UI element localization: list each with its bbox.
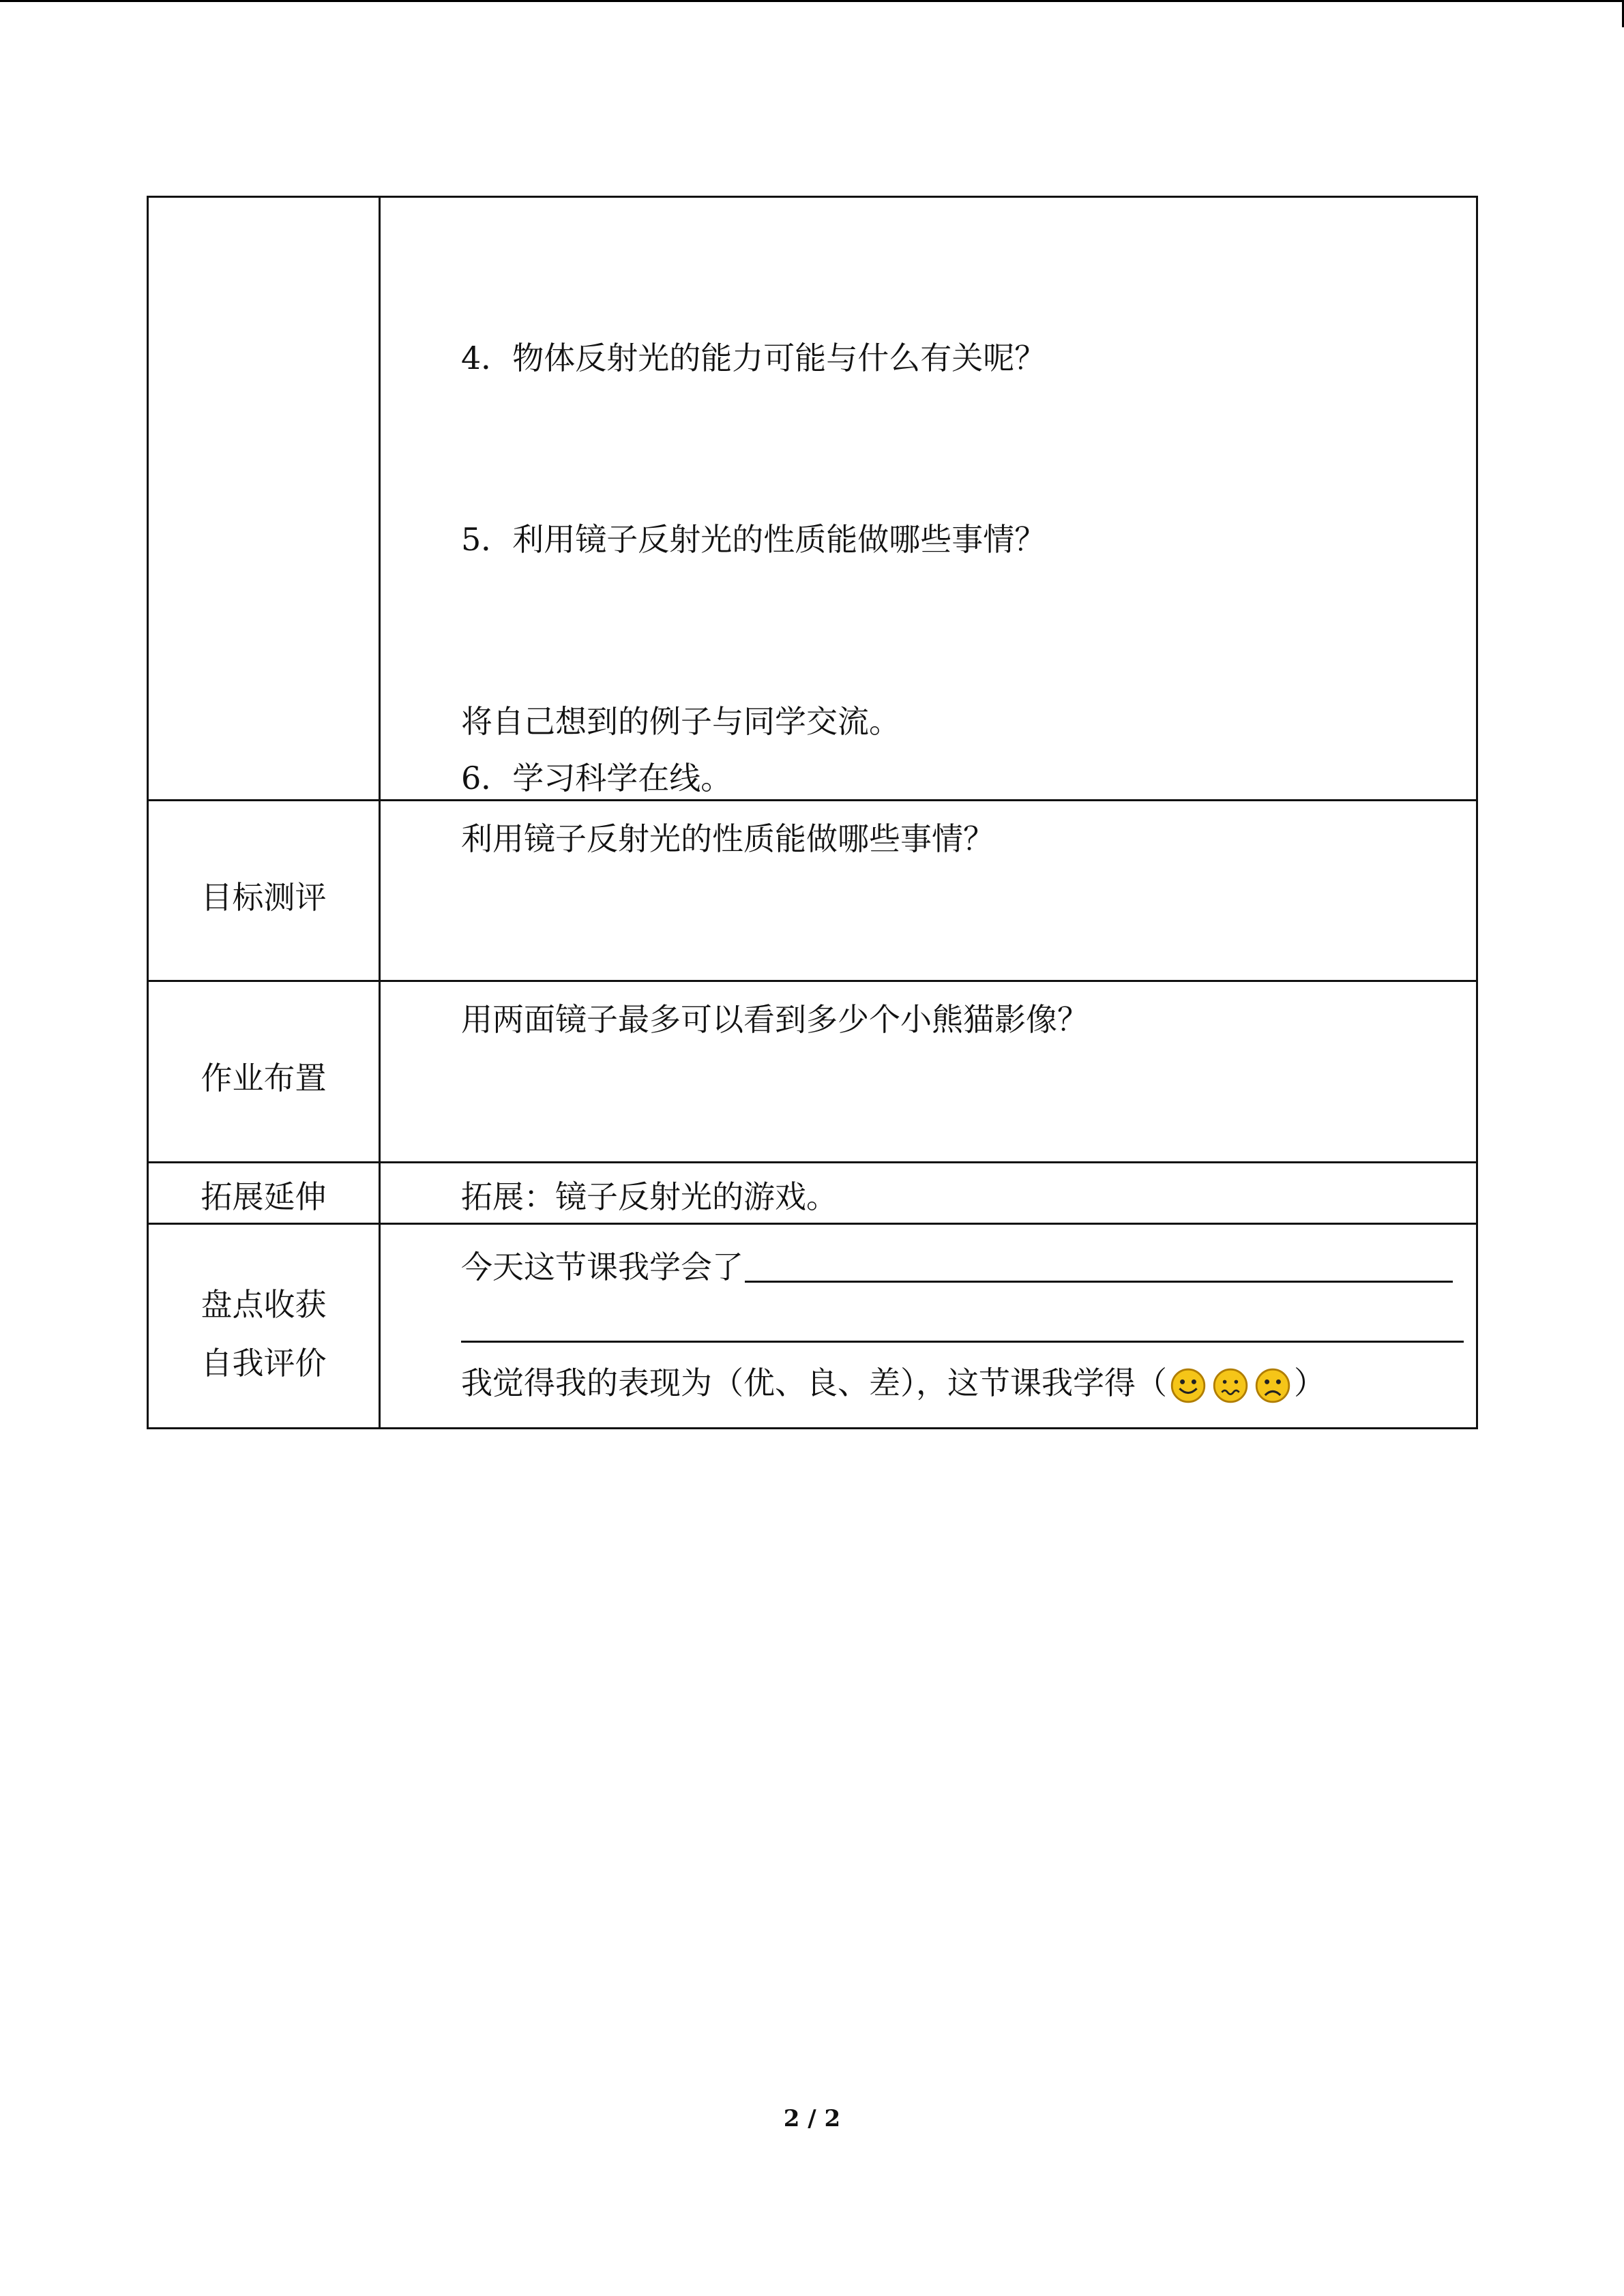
- row-label-cell: [148, 1224, 380, 1429]
- activity-content-cell: [380, 197, 1477, 801]
- learned-blank: [745, 1249, 1453, 1283]
- page-top-border: [0, 0, 1624, 2]
- share-instruction: 将自己想到的例子与同学交流。: [461, 703, 900, 740]
- sad-face-icon: [1254, 1367, 1292, 1405]
- row-label-cell: [148, 197, 380, 801]
- self-evaluation-cell: [380, 1224, 1477, 1429]
- lesson-plan-table: [147, 196, 1478, 1429]
- extension-cell: [380, 1163, 1477, 1224]
- table-row: [148, 1224, 1477, 1429]
- answer-blank-line: [461, 1341, 1464, 1343]
- performance-prefix: 我觉得我的表现为（优、良、差），这节课我学得（: [461, 1365, 1167, 1401]
- performance-line: [461, 1367, 1325, 1405]
- table-row: [148, 801, 1477, 981]
- row-label-cell: [148, 801, 380, 981]
- homework-cell: [380, 981, 1477, 1163]
- goal-assessment-cell: [380, 801, 1477, 981]
- extension-label: 拓展延伸: [201, 1178, 327, 1215]
- table-row: [148, 197, 1477, 801]
- goal-assessment-label: 目标测评: [201, 879, 327, 916]
- happy-face-icon: [1169, 1367, 1207, 1405]
- homework-label: 作业布置: [201, 1060, 327, 1097]
- worried-face-icon: [1211, 1367, 1250, 1405]
- table-row: [148, 981, 1477, 1163]
- summary-label: 盘点收获: [201, 1286, 327, 1323]
- learned-line: [461, 1249, 1453, 1283]
- question-5: 5．利用镜子反射光的性质能做哪些事情？: [461, 521, 1046, 558]
- row-label-cell: [148, 981, 380, 1163]
- page-number: 2 / 2: [783, 2105, 841, 2132]
- question-4: 4．物体反射光的能力可能与什么有关呢？: [461, 340, 1046, 376]
- learned-prefix: 今天这节课我学会了: [461, 1249, 743, 1285]
- extension-text: 拓展：镜子反射光的游戏。: [461, 1178, 838, 1215]
- table-row: [148, 1163, 1477, 1224]
- self-evaluation-label: 自我评价: [201, 1345, 327, 1382]
- homework-text: 用两面镜子最多可以看到多少个小熊猫影像？: [461, 1001, 1089, 1038]
- question-6: 6．学习科学在线。: [461, 760, 733, 796]
- performance-suffix: ）: [1294, 1365, 1325, 1401]
- row-label-cell: [148, 1163, 380, 1224]
- goal-assessment-text: 利用镜子反射光的性质能做哪些事情？: [461, 820, 994, 857]
